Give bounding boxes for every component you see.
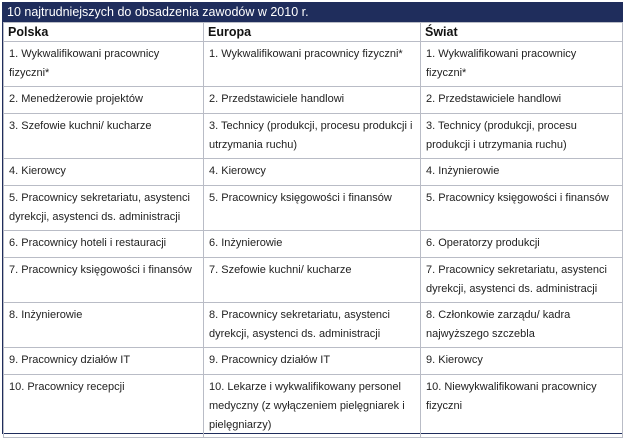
table-cell: 1. Wykwalifikowani pracownicy fizyczni* (421, 42, 623, 87)
table-cell: 3. Szefowie kuchni/ kucharze (4, 114, 204, 159)
table-row (4, 231, 623, 258)
table-cell: 10. Lekarze i wykwalifikowany personel medyczny (z wyłączeniem pielęgniarek i pielęgniarzy) (204, 375, 421, 438)
table-cell: 4. Kierowcy (204, 159, 421, 186)
table-cell: 4. Kierowcy (4, 159, 204, 186)
table-cell: 7. Szefowie kuchni/ kucharze (204, 258, 421, 303)
table-cell: 8. Inżynierowie (4, 303, 204, 348)
table-cell: 7. Pracownicy księgowości i finansów (4, 258, 204, 303)
table-cell: 3. Technicy (produkcji, procesu produkcji i utrzymania ruchu) (421, 114, 623, 159)
table-cell: 10. Niewykwalifikowani pracownicy fizyczni (421, 375, 623, 438)
occupations-table (3, 22, 623, 438)
table-row (4, 114, 623, 159)
table-cell: 2. Menedżerowie projektów (4, 87, 204, 114)
column-header-polska: Polska (4, 23, 204, 42)
table-row (4, 159, 623, 186)
table-cell: 1. Wykwalifikowani pracownicy fizyczni* (4, 42, 204, 87)
table-cell: 9. Pracownicy działów IT (4, 348, 204, 375)
table-row (4, 42, 623, 87)
column-header-swiat: Świat (421, 23, 623, 42)
column-header-europa: Europa (204, 23, 421, 42)
table-row (4, 375, 623, 438)
table-cell: 10. Pracownicy recepcji (4, 375, 204, 438)
table-cell: 5. Pracownicy księgowości i finansów (421, 186, 623, 231)
table-cell: 4. Inżynierowie (421, 159, 623, 186)
table-cell: 5. Pracownicy księgowości i finansów (204, 186, 421, 231)
table-cell: 6. Operatorzy produkcji (421, 231, 623, 258)
table-row (4, 87, 623, 114)
table-cell: 3. Technicy (produkcji, procesu produkcji i utrzymania ruchu) (204, 114, 421, 159)
table-row (4, 186, 623, 231)
occupations-table-panel (2, 2, 623, 434)
table-title: 10 najtrudniejszych do obsadzenia zawodów w 2010 r. (3, 3, 622, 22)
table-cell: 2. Przedstawiciele handlowi (204, 87, 421, 114)
table-row (4, 348, 623, 375)
table-cell: 1. Wykwalifikowani pracownicy fizyczni* (204, 42, 421, 87)
table-cell: 6. Pracownicy hoteli i restauracji (4, 231, 204, 258)
table-row (4, 258, 623, 303)
table-cell: 7. Pracownicy sekretariatu, asystenci dyrekcji, asystenci ds. administracji (421, 258, 623, 303)
table-cell: 6. Inżynierowie (204, 231, 421, 258)
table-cell: 8. Pracownicy sekretariatu, asystenci dyrekcji, asystenci ds. administracji (204, 303, 421, 348)
table-cell: 9. Kierowcy (421, 348, 623, 375)
table-cell: 9. Pracownicy działów IT (204, 348, 421, 375)
table-cell: 2. Przedstawiciele handlowi (421, 87, 623, 114)
table-header-row (4, 23, 623, 42)
table-cell: 5. Pracownicy sekretariatu, asystenci dyrekcji, asystenci ds. administracji (4, 186, 204, 231)
table-row (4, 303, 623, 348)
table-cell: 8. Członkowie zarządu/ kadra najwyższego szczebla (421, 303, 623, 348)
